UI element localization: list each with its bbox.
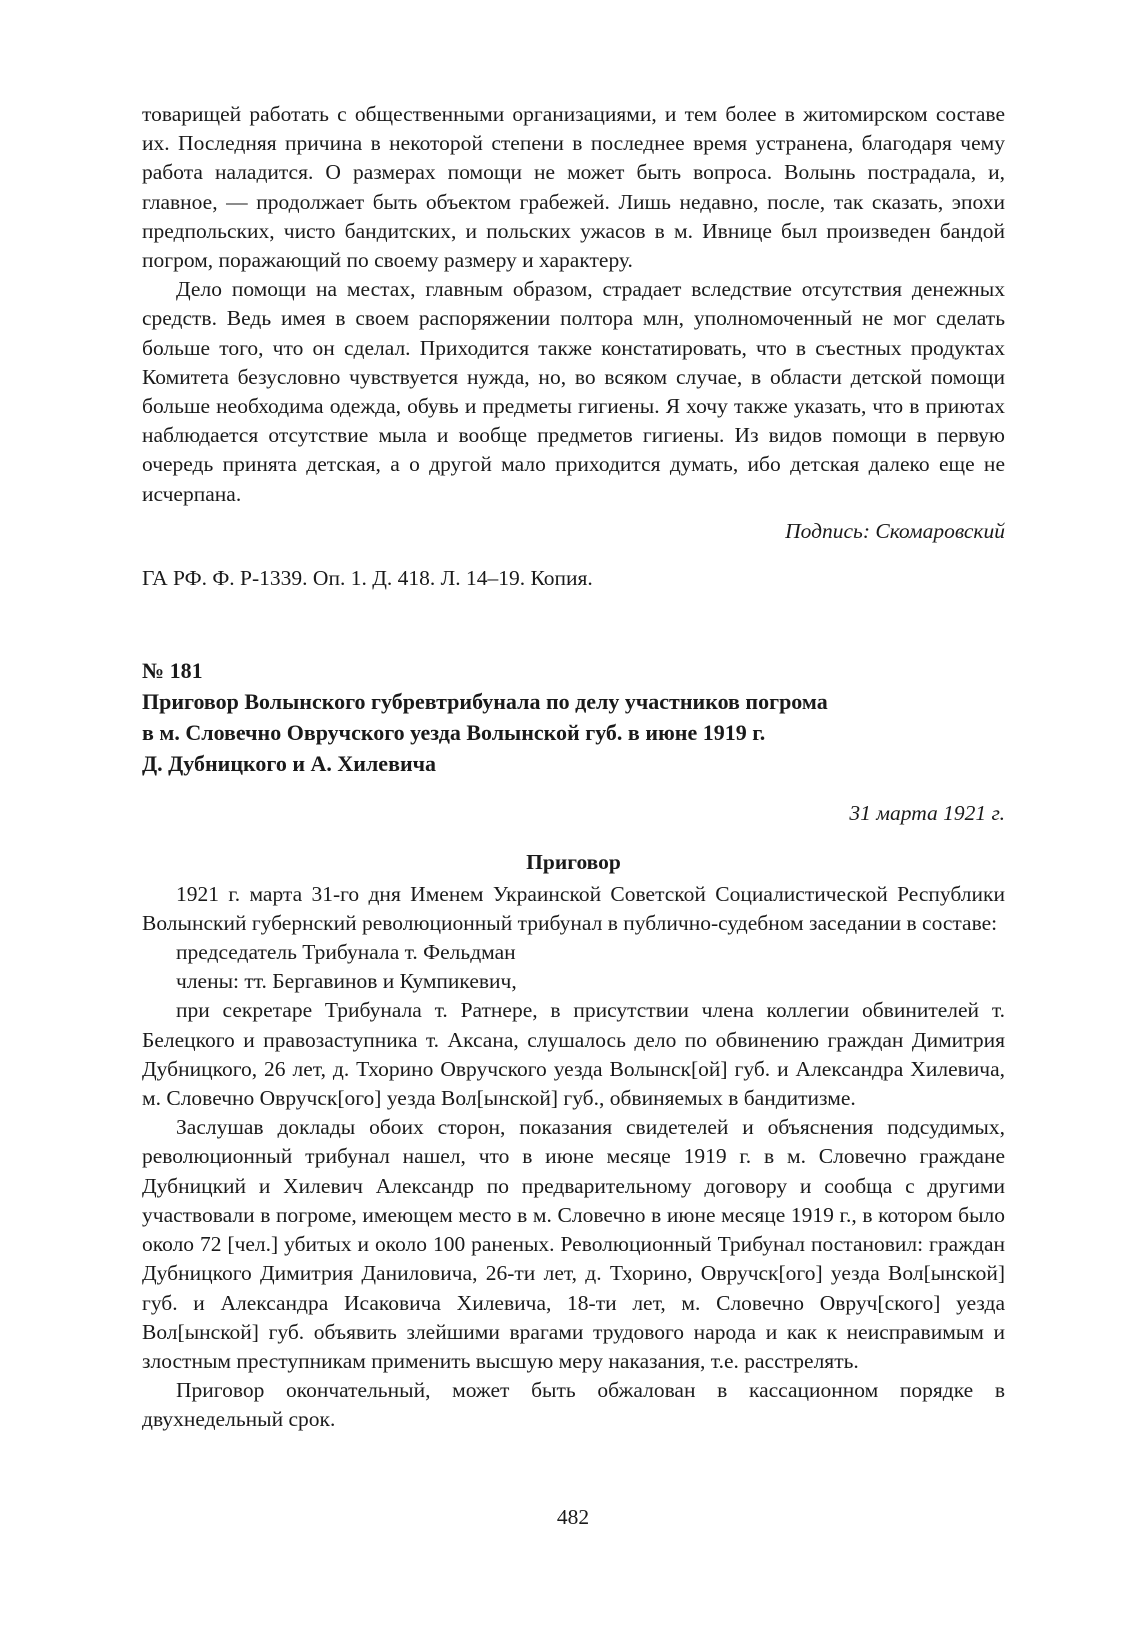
- document-date: 31 марта 1921 г.: [849, 801, 1005, 826]
- document-title-line: Д. Дубницкого и А. Хилевича: [142, 751, 437, 777]
- hearing-paragraph: при секретаре Трибунала т. Ратнере, в присутствии члена коллегии обвинителей т. Белецкого и правозаступника т. Аксана, слушалось дело по обвинению граждан Димитрия Дубницкого, 26 лет, д. Тхорино Овручского уезда Волынск[ой] губ. и Александра Хилевича, м. Словечно Овручск[ого] уезда Вол[ынской] губ., обвиняемых в бандитизме.: [142, 998, 1005, 1111]
- archive-source: ГА РФ. Ф. Р-1339. Оп. 1. Д. 418. Л. 14–19. Копия.: [142, 566, 593, 591]
- page-content: [142, 100, 1005, 1435]
- signature: Подпись: Скомаровский: [785, 518, 1005, 543]
- tribunal-members: члены: тт. Бергавинов и Кумпикевич,: [176, 969, 517, 994]
- document-title-line: Приговор Волынского губревтрибунала по делу участников погрома: [142, 689, 828, 715]
- continuation-paragraph: товарищей работать с общественными организациями, и тем более в житомирском составе их. Последняя причина в некоторой степени в последнее время устранена, благодаря чему работа наладится. О размерах помощи не может быть вопроса. Волынь пострадала, и, главное, — продолжает быть объектом грабежей. Лишь недавно, после, так сказать, эпохи предпольских, чисто бандитских, и польских ужасов в м. Ивнице был произведен бандой погром, поражающий по своему размеру и характеру.: [142, 102, 1005, 273]
- verdict-intro: 1921 г. марта 31-го дня Именем Украинской Советской Социалистической Республики Волынский губернский революционный трибунал в публично-судебном заседании в составе:: [142, 881, 1005, 935]
- page-number: 482: [556, 1505, 590, 1529]
- continuation-paragraph: Дело помощи на местах, главным образом, страдает вследствие отсутствия денежных средств. Ведь имея в своем распоряжении полтора млн, уполномоченный не мог сделать больше того, что он сделал. Приходится также констатировать, что в съестных продуктах Комитета безусловно чувствуется нужда, но, во всяком случае, в области детской помощи больше необходима одежда, обувь и предметы гигиены. Я хочу также указать, что в приютах наблюдается отсутствие мыла и вообще предметов гигиены. Из видов помощи в первую очередь принята детская, а о другой мало приходится думать, ибо детская далеко еще не исчерпана.: [142, 277, 1005, 506]
- document-title-line: в м. Словечно Овручского уезда Волынской губ. в июне 1919 г.: [142, 720, 766, 746]
- verdict-paragraph: Заслушав доклады обоих сторон, показания свидетелей и объяснения подсудимых, революционный трибунал нашел, что в июне месяце 1919 г. в м. Словечно граждане Дубницкий и Хилевич Александр по предварительному договору и сообща с другими участвовали в погроме, имеющем место в м. Словечно в июне месяце 1919 г., в котором было около 72 [чел.] убитых и около 100 раненых. Революционный Трибунал постановил: граждан Дубницкого Димитрия Даниловича, 26-ти лет, д. Тхорино, Овручск[ого] уезда Вол[ынской] губ. и Александра Исаковича Хилевича, 18-ти лет, м. Словечно Овруч[ского] уезда Вол[ынской] губ. объявить злейшими врагами трудового народа и как к неисправимым и злостным преступникам применить высшую меру наказания, т.е. расстрелять.: [142, 1115, 1005, 1373]
- document-number: № 181: [142, 658, 203, 684]
- section-title: Приговор: [526, 850, 621, 875]
- tribunal-chairman: председатель Трибунала т. Фельдман: [176, 940, 516, 965]
- final-paragraph: Приговор окончательный, может быть обжалован в кассационном порядке в двухнедельный срок.: [142, 1378, 1005, 1432]
